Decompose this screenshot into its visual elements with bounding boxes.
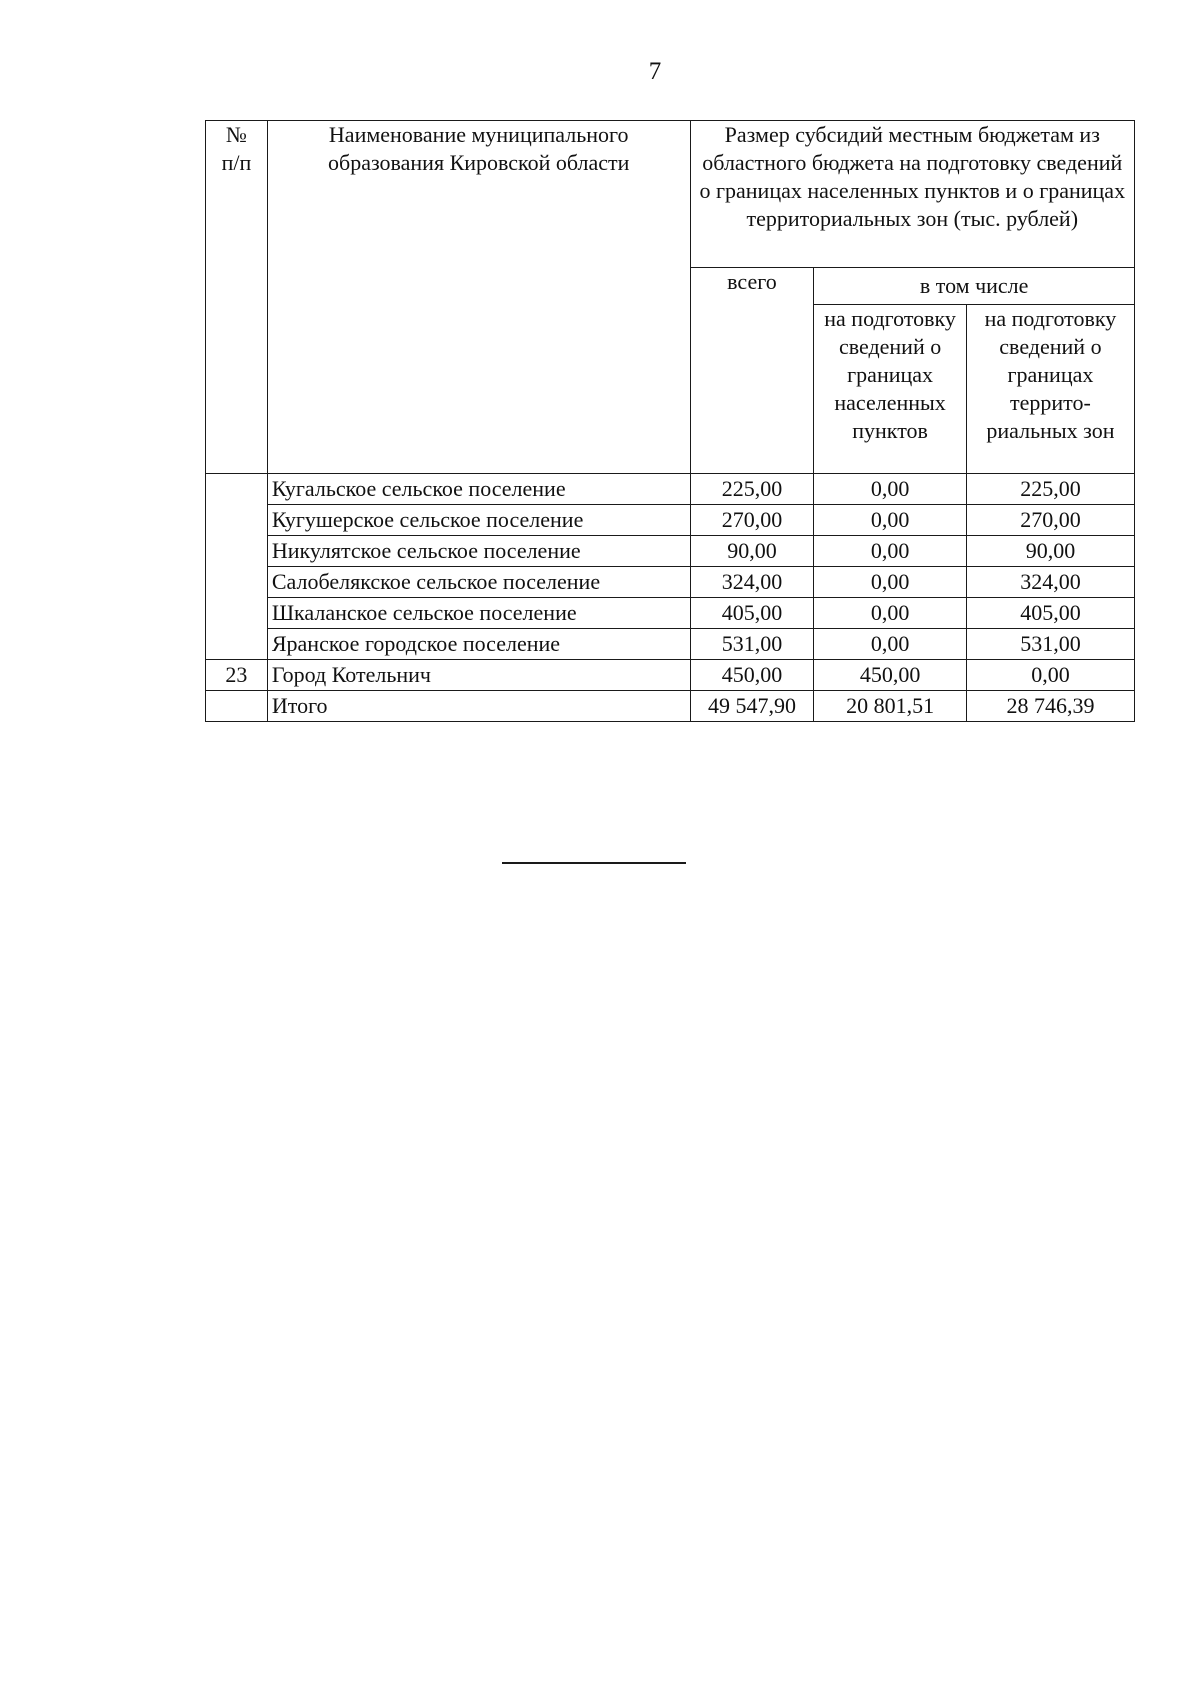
row-settlements: 0,00 (814, 629, 967, 660)
table-row (206, 660, 1135, 691)
row-name: Шкаланское сельское поселение (267, 598, 690, 629)
row-name: Никулятское сельское поселение (267, 536, 690, 567)
row-total: 225,00 (690, 474, 814, 505)
row-total: 450,00 (690, 660, 814, 691)
row-settlements: 0,00 (814, 536, 967, 567)
row-zones: 28 746,39 (966, 691, 1134, 722)
row-zones: 531,00 (966, 629, 1134, 660)
row-name: Салобелякское сельское поселение (267, 567, 690, 598)
table-row (206, 598, 1135, 629)
table-row (206, 474, 1135, 505)
header-municipality-name: Наименование муниципального образования Кировской области (267, 121, 690, 474)
row-number (206, 474, 268, 660)
total-row (206, 691, 1135, 722)
row-name: Яранское городское поселение (267, 629, 690, 660)
table-row (206, 629, 1135, 660)
row-total: 270,00 (690, 505, 814, 536)
subsidy-table (205, 120, 1135, 722)
header-zones-boundaries: на подготовку сведений о границах террито-риальных зон (966, 305, 1134, 474)
header-including: в том числе (814, 268, 1135, 305)
header-number: № п/п (206, 121, 268, 474)
table-row (206, 505, 1135, 536)
row-name: Итого (267, 691, 690, 722)
row-total: 49 547,90 (690, 691, 814, 722)
row-zones: 324,00 (966, 567, 1134, 598)
header-settlements-boundaries: на подготовку сведений о границах населенных пунктов (814, 305, 967, 474)
row-settlements: 0,00 (814, 567, 967, 598)
row-settlements: 450,00 (814, 660, 967, 691)
row-zones: 405,00 (966, 598, 1134, 629)
end-separator-line (502, 862, 686, 864)
row-total: 90,00 (690, 536, 814, 567)
row-number (206, 691, 268, 722)
row-zones: 0,00 (966, 660, 1134, 691)
table-row (206, 536, 1135, 567)
table-row (206, 567, 1135, 598)
row-settlements: 0,00 (814, 598, 967, 629)
row-total: 531,00 (690, 629, 814, 660)
row-name: Город Котельнич (267, 660, 690, 691)
row-settlements: 20 801,51 (814, 691, 967, 722)
row-settlements: 0,00 (814, 474, 967, 505)
page-number: 7 (648, 58, 662, 85)
row-total: 405,00 (690, 598, 814, 629)
header-subsidy-size: Размер субсидий местным бюджетам из областного бюджета на подготовку сведений о границах населенных пунктов и о границах территориальных зон (тыс. рублей) (690, 121, 1134, 268)
header-total: всего (690, 268, 814, 474)
row-zones: 90,00 (966, 536, 1134, 567)
row-number: 23 (206, 660, 268, 691)
row-zones: 225,00 (966, 474, 1134, 505)
row-name: Кугальское сельское поселение (267, 474, 690, 505)
row-settlements: 0,00 (814, 505, 967, 536)
row-total: 324,00 (690, 567, 814, 598)
row-name: Кугушерское сельское поселение (267, 505, 690, 536)
row-zones: 270,00 (966, 505, 1134, 536)
